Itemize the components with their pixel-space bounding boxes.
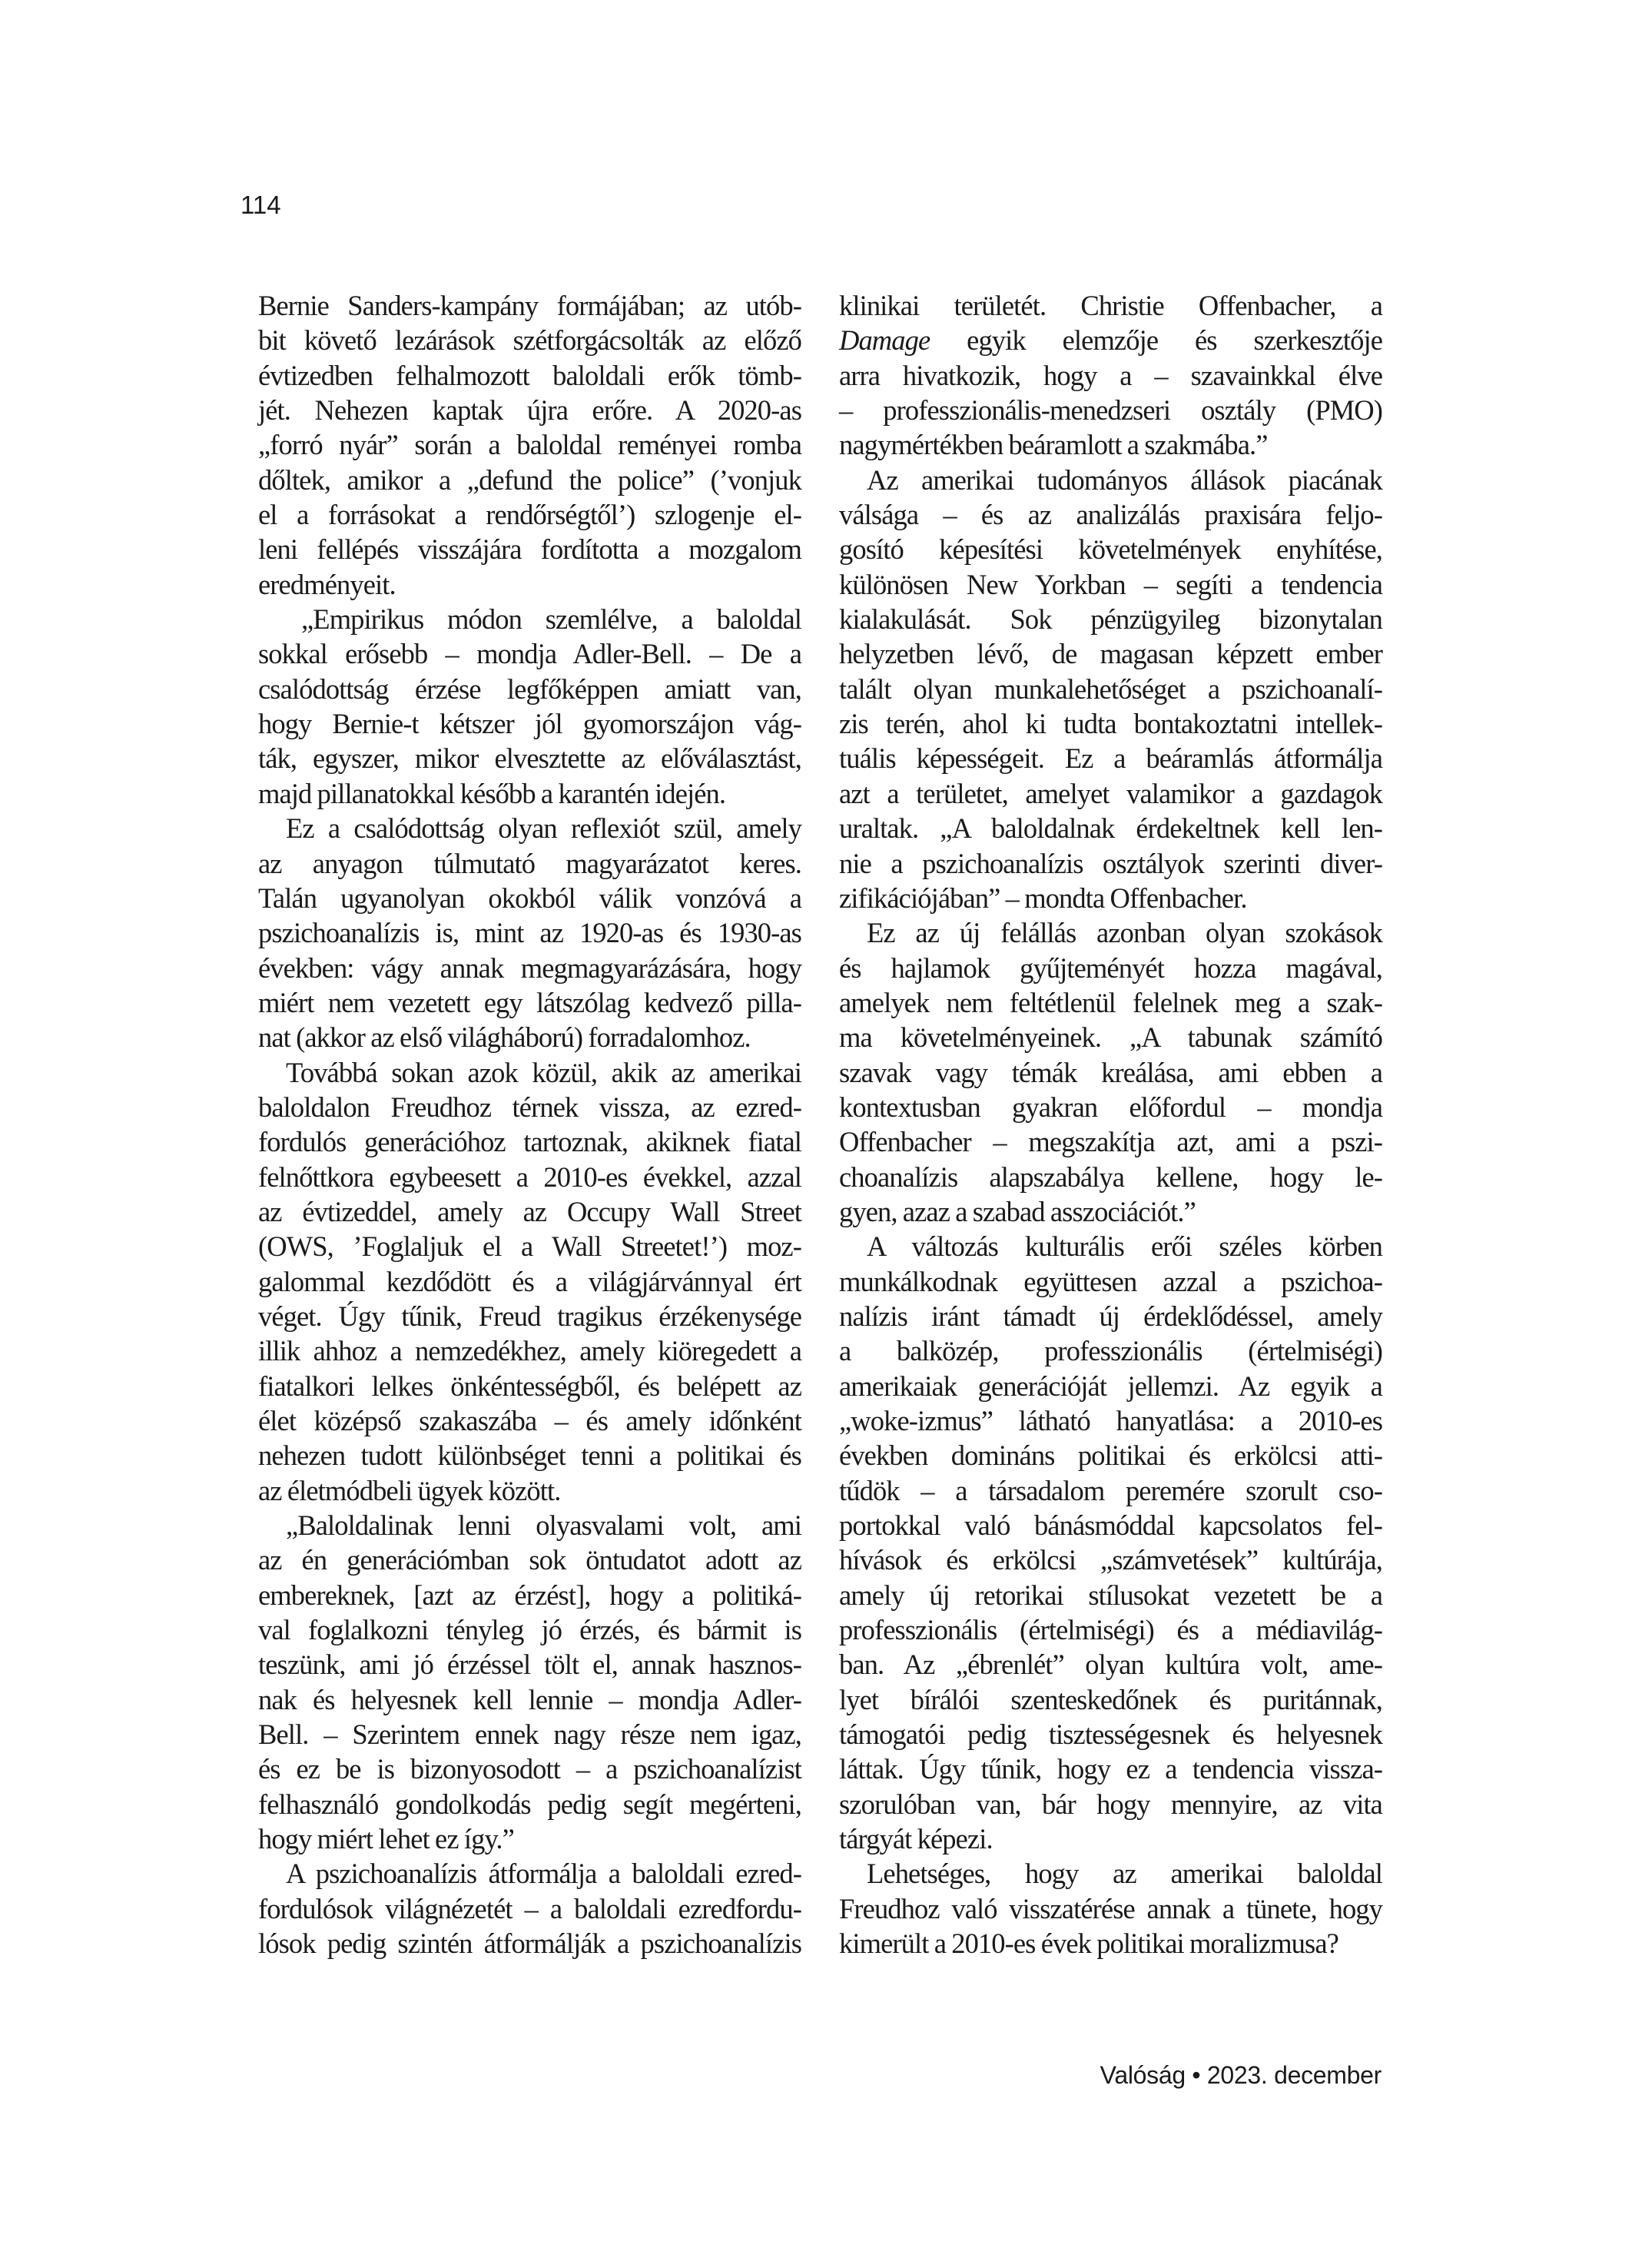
text-line: felnőttkora egybeesett a 2010-es évekkel, azzal — [258, 1161, 801, 1193]
text-line: kontextusban gyakran előfordul – mondja — [839, 1091, 1382, 1123]
text-line: Az amerikai tudományos állások piacának — [867, 463, 1382, 496]
text-line: A változás kulturális erői széles körben — [867, 1230, 1382, 1263]
text-line: években: vágy annak megmagyarázására, hogy — [258, 951, 801, 984]
text-line: szorulóban van, bár hogy mennyire, az vita — [839, 1788, 1382, 1820]
text-line: portokkal való bánásmóddal kapcsolatos fel- — [839, 1509, 1382, 1542]
text-line: illik ahhoz a nemzedékhez, amely kiöregedett a — [258, 1335, 801, 1367]
text-line: azt a területet, amelyet valamikor a gazdagok — [839, 777, 1382, 809]
text-line: az évtizeddel, amely az Occupy Wall Street — [258, 1195, 801, 1227]
text-line: Damage egyik elemzője és szerkesztője — [839, 324, 1382, 357]
text-line: pszichoanalízis is, mint az 1920-as és 1930-as — [258, 917, 801, 949]
text-line: az életmódbeli ügyek között. — [258, 1474, 561, 1506]
text-line: nat (akkor az első világháború) forradalomhoz. — [258, 1021, 751, 1054]
text-line: leni fellépés visszájára fordította a mozgalom — [258, 533, 801, 566]
italic-title: Damage — [839, 324, 930, 357]
text-line: Offenbacher – megszakítja azt, ami a pszi- — [839, 1126, 1382, 1158]
text-line: lósok pedig szintén átformálják a pszichoanalízis — [258, 1928, 801, 1960]
text-line: gosító képesítési követelmények enyhítése, — [839, 533, 1382, 566]
text-line: Ez az új felállás azonban olyan szokások — [867, 917, 1382, 949]
text-line: eredményeit. — [258, 568, 396, 600]
text-line: évtizedben felhalmozott baloldali erők tömb- — [258, 359, 801, 391]
text-line: – professzionális-menedzseri osztály (PMO) — [839, 394, 1382, 427]
text-line: hogy Bernie-t kétszer jól gyomorszájon vág- — [258, 708, 801, 740]
text-line: baloldalon Freudhoz térnek vissza, az ezred- — [258, 1091, 801, 1123]
text-line: munkálkodnak együttesen azzal a pszichoa- — [839, 1265, 1382, 1297]
text-line: Bell. – Szerintem ennek nagy része nem igaz, — [258, 1718, 801, 1751]
text-line: „Empirikus módon szemlélve, a baloldal — [301, 603, 801, 636]
text-line: bit követő lezárások szétforgácsolták az előző — [258, 324, 801, 357]
text-line: fiatalkori lelkes önkéntességből, és belépett az — [258, 1370, 801, 1402]
text-line: az anyagon túlmutató magyarázatot keres. — [258, 847, 801, 879]
text-line: kimerült a 2010-es évek politikai moralizmusa? — [839, 1928, 1338, 1960]
text-line: Lehetséges, hogy az amerikai baloldal — [867, 1858, 1382, 1890]
text-line: véget. Úgy tűnik, Freud tragikus érzékenysége — [258, 1300, 801, 1332]
text-line: nie a pszichoanalízis osztályok szerinti diver- — [839, 847, 1382, 879]
text-line: és ez be is bizonyosodott – a pszichoanalízist — [258, 1753, 801, 1785]
text-line: az én generációmban sok öntudatot adott az — [258, 1544, 801, 1576]
text-line: zifikációjában” – mondta Offenbacher. — [839, 882, 1247, 914]
text-line: tűdök – a társadalom peremére szorult cso- — [839, 1474, 1382, 1506]
journal-footer: Valóság • 2023. december — [1100, 2061, 1382, 2089]
text-line: nalízis iránt támadt új érdeklődéssel, amely — [839, 1300, 1382, 1332]
text-line: amely új retorikai stílusokat vezetett be a — [839, 1579, 1382, 1611]
text-line: embereknek, [azt az érzést], hogy a politiká- — [258, 1579, 801, 1611]
text-line: zis terén, ahol ki tudta bontakoztatni intellek- — [839, 708, 1382, 740]
text-line: Freudhoz való visszatérése annak a tünete, hogy — [839, 1892, 1382, 1924]
text-line: amerikaiak generációját jellemzi. Az egyik a — [839, 1370, 1382, 1402]
text-line: el a forrásokat a rendőrségtől’) szlogenje el- — [258, 499, 801, 531]
page-number: 114 — [240, 191, 281, 219]
text-line: támogatói pedig tisztességesnek és helyesnek — [839, 1718, 1382, 1751]
text-line: ma követelményeinek. „A tabunak számító — [839, 1021, 1382, 1054]
text-line: teszünk, ami jó érzéssel tölt el, annak hasznos- — [258, 1649, 801, 1681]
text-line: helyzetben lévő, de magasan képzett ember — [839, 638, 1382, 670]
text-line: és hajlamok gyűjteményét hozza magával, — [839, 951, 1382, 984]
text-line: hívások és erkölcsi „számvetések” kultúrája, — [839, 1544, 1382, 1576]
text-line: nak és helyesnek kell lennie – mondja Adler- — [258, 1683, 801, 1715]
text-line: válsága – és az analizálás praxisára feljo- — [839, 499, 1382, 531]
text-line: jét. Nehezen kaptak újra erőre. A 2020-as — [258, 394, 801, 427]
text-line: tárgyát képezi. — [839, 1823, 993, 1855]
text-line: hogy miért lehet ez így.” — [258, 1823, 514, 1855]
text-line: tuális képességeit. Ez a beáramlás átformálja — [839, 742, 1382, 775]
text-line: csalódottság érzése legfőképpen amiatt van, — [258, 672, 801, 705]
text-line: talált olyan munkalehetőséget a pszichoanalí- — [839, 672, 1382, 705]
text-line: sokkal erősebb – mondja Adler-Bell. – De a — [258, 638, 801, 670]
text-line: nagymértékben beáramlott a szakmába.” — [839, 429, 1268, 461]
text-line: „forró nyár” során a baloldal reményei romba — [258, 429, 801, 461]
text-line: uraltak. „A baloldalnak érdekeltnek kell len- — [839, 812, 1382, 845]
text-line: Továbbá sokan azok közül, akik az amerikai — [286, 1056, 801, 1088]
text-line: élet középső szakaszába – és amely időnként — [258, 1405, 801, 1436]
text-line: ban. Az „ébrenlét” olyan kultúra volt, ame- — [839, 1649, 1382, 1681]
text-line: Talán ugyanolyan okokból válik vonzóvá a — [258, 882, 801, 914]
text-line: Ez a csalódottság olyan reflexiót szül, amely — [286, 812, 801, 845]
text-line: fordulósok világnézetét – a baloldali ezredfordu- — [258, 1892, 801, 1924]
text-line: A pszichoanalízis átformálja a baloldali ezred- — [286, 1858, 801, 1890]
text-line: val foglalkozni tényleg jó érzés, és bármit is — [258, 1614, 801, 1646]
text-column-left — [258, 288, 801, 1961]
text-line: fordulós generációhoz tartoznak, akiknek fiatal — [258, 1126, 801, 1158]
text-line: majd pillanatokkal később a karantén idején. — [258, 777, 726, 809]
text-line: lyet bírálói szenteskedőnek és puritánnak, — [839, 1683, 1382, 1715]
text-line: amelyek nem feltétlenül felelnek meg a szak- — [839, 986, 1382, 1018]
text-line: nehezen tudott különbséget tenni a politikai és — [258, 1439, 801, 1472]
text-line: professzionális (értelmiségi) és a médiavilág- — [839, 1614, 1382, 1646]
text-column-right — [839, 288, 1382, 1961]
text-line: galommal kezdődött és a világjárvánnyal ért — [258, 1265, 801, 1297]
text-line: klinikai területét. Christie Offenbacher, a — [839, 290, 1382, 321]
text-line: gyen, azaz a szabad asszociációt.” — [839, 1195, 1196, 1227]
text-line: szavak vagy témák kreálása, ami ebben a — [839, 1056, 1382, 1088]
text-line: különösen New Yorkban – segíti a tendencia — [839, 568, 1382, 600]
text-line: „Baloldalinak lenni olyasvalami volt, ami — [286, 1509, 801, 1542]
text-line: láttak. Úgy tűnik, hogy ez a tendencia vissza- — [839, 1753, 1382, 1785]
text-line: choanalízis alapszabálya kellene, hogy le- — [839, 1161, 1382, 1193]
text-line: (OWS, ’Foglaljuk el a Wall Streetet!’) moz- — [258, 1230, 801, 1263]
text-line: arra hivatkozik, hogy a – szavainkkal élve — [839, 359, 1382, 391]
text-line: felhasználó gondolkodás pedig segít megérteni, — [258, 1788, 801, 1820]
text-line: ták, egyszer, mikor elvesztette az előválasztást, — [258, 742, 801, 775]
text-line: kialakulását. Sok pénzügyileg bizonytalan — [839, 603, 1382, 636]
text-line: „woke-izmus” látható hanyatlása: a 2010-es — [839, 1405, 1382, 1436]
text-line: években domináns politikai és erkölcsi atti- — [839, 1439, 1382, 1472]
text-line: Bernie Sanders-kampány formájában; az utób- — [258, 290, 801, 321]
text-line: a balközép, professzionális (értelmiségi) — [839, 1335, 1382, 1367]
text-line: miért nem vezetett egy látszólag kedvező pilla- — [258, 986, 801, 1018]
text-line: dőltek, amikor a „defund the police” (’vonjuk — [258, 463, 801, 496]
